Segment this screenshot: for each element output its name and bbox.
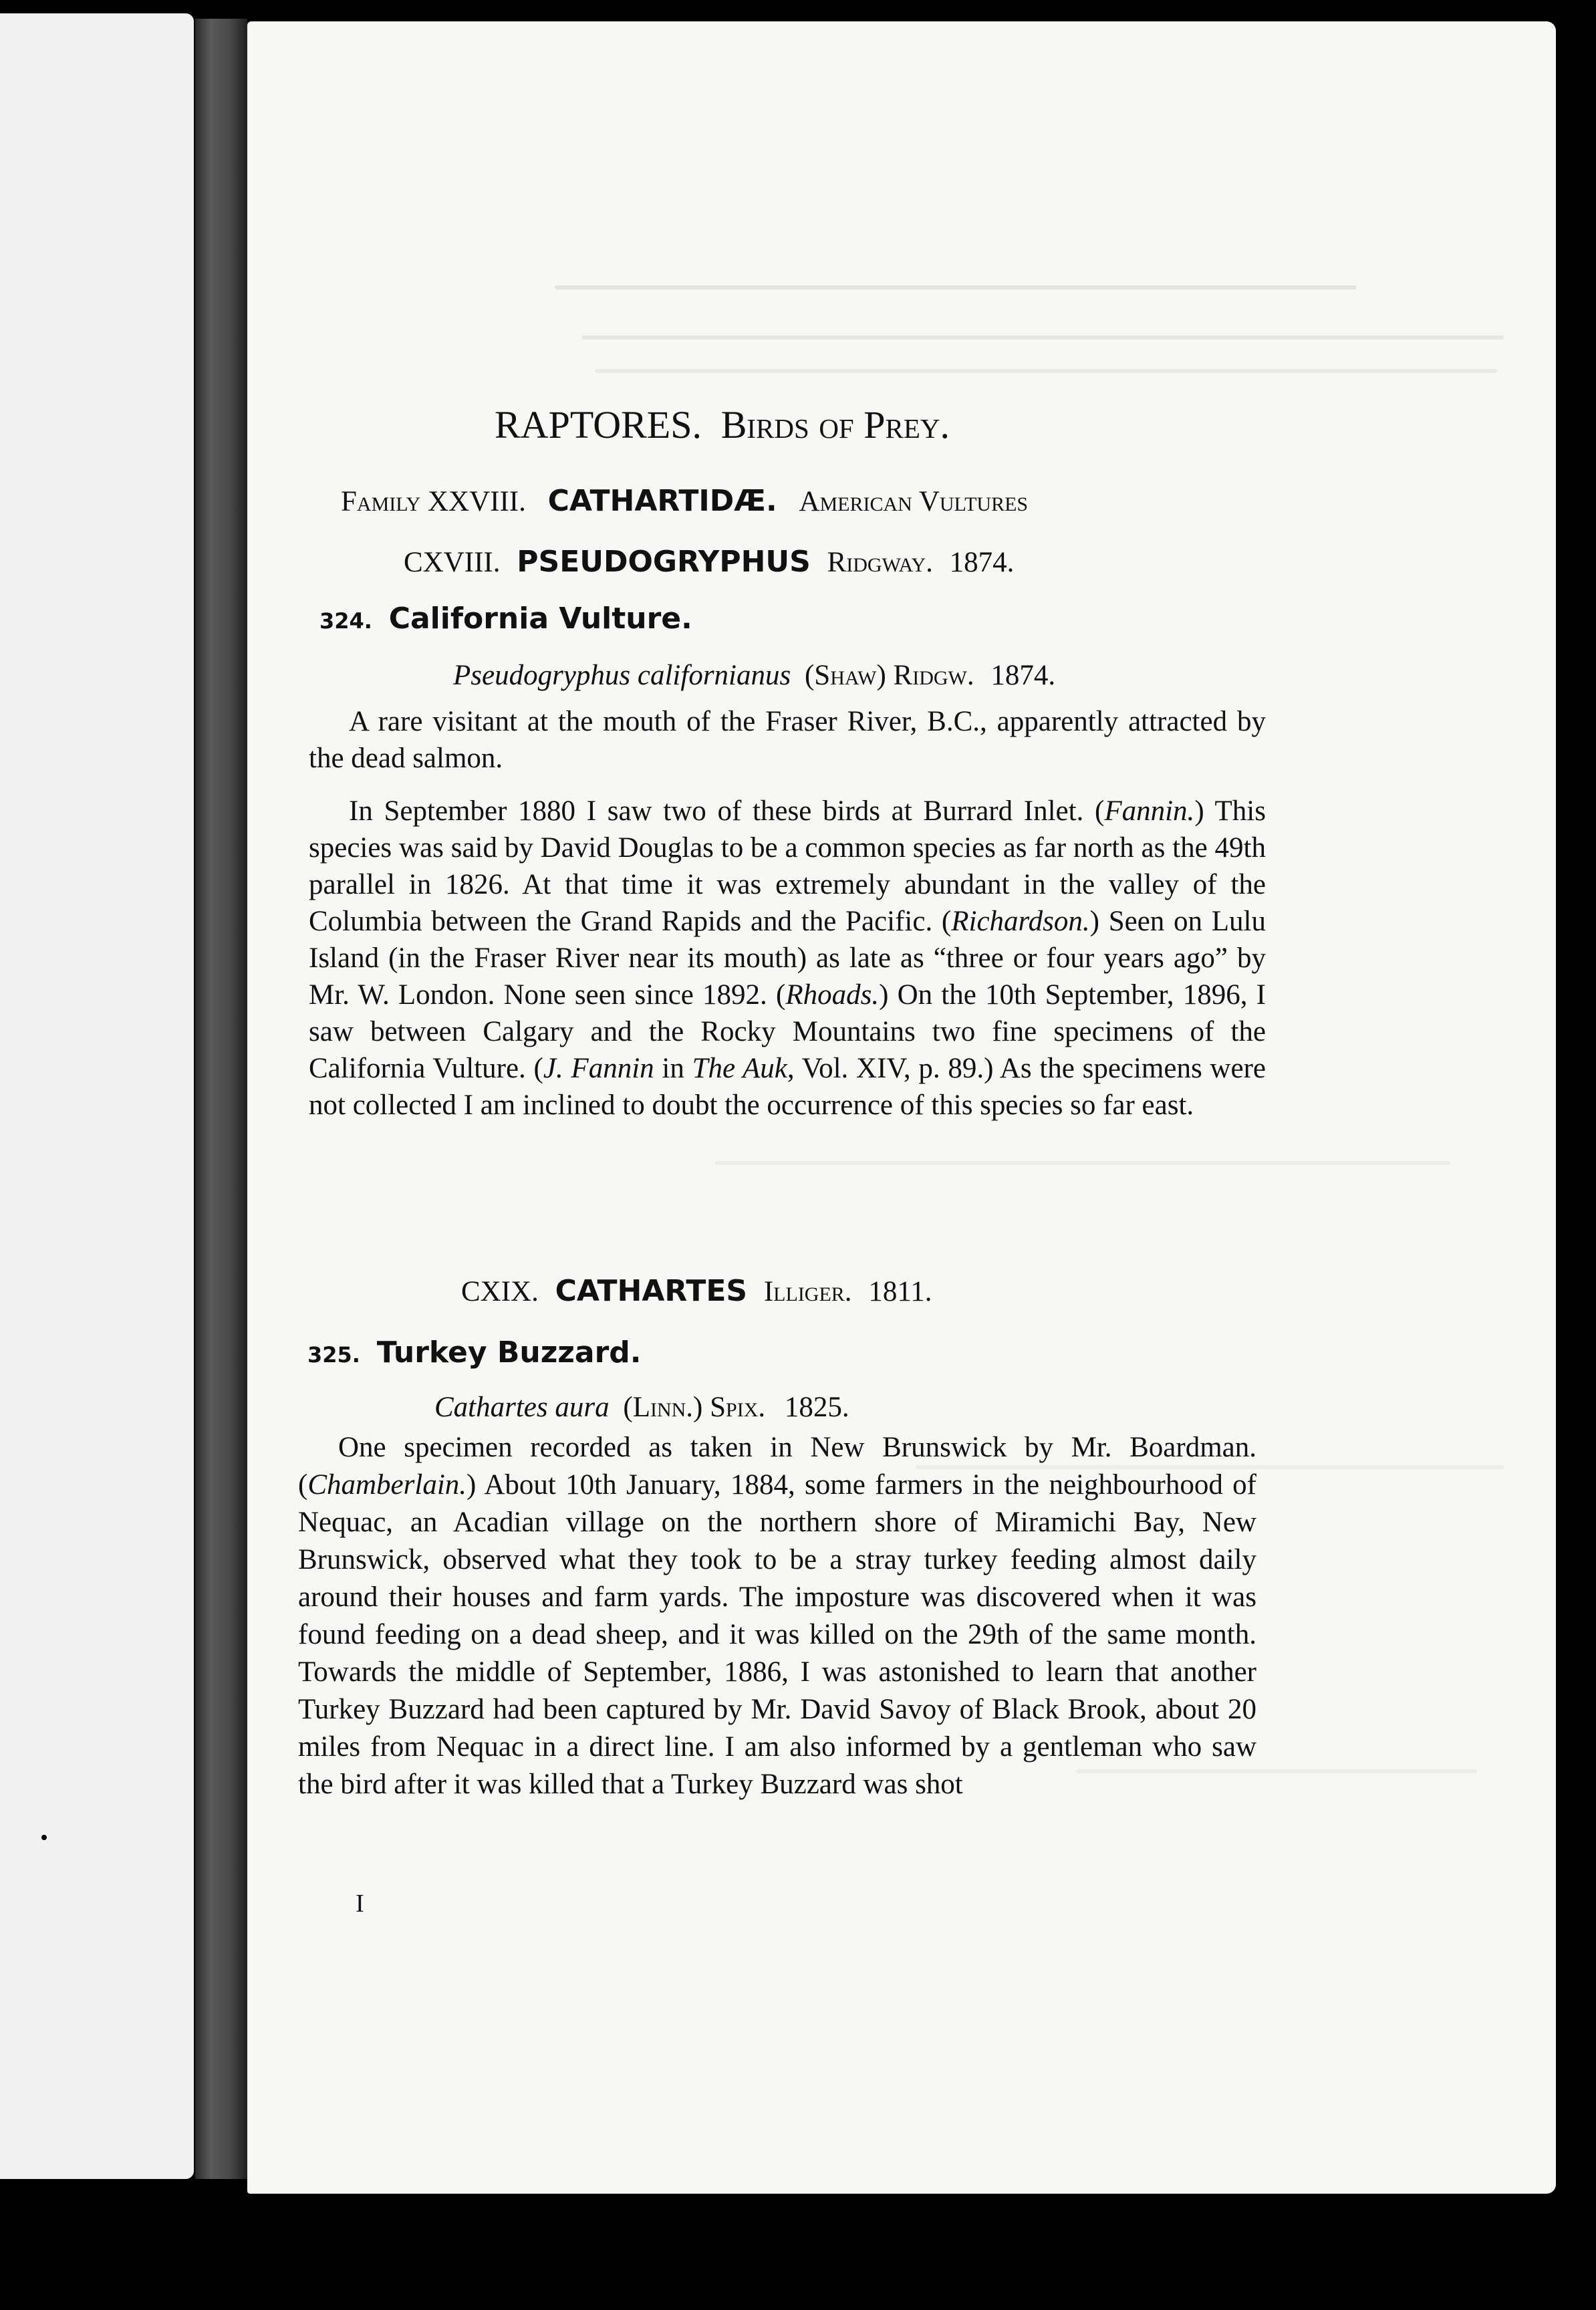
scientific-year: 1874.	[990, 660, 1056, 691]
family-heading	[341, 484, 1028, 519]
scientific-authority: (Linn.) Spix.	[623, 1392, 766, 1423]
scientific-name-line	[434, 1390, 849, 1425]
family-common-name: American Vultures	[799, 486, 1029, 517]
book-gutter	[195, 19, 247, 2179]
paragraph-text: ) This species was said by David Douglas to be a common species as far north as the 49th parallel in 1826. At that time it was extremely abundant in the valley of the Columbia between the Grand Rapids and the Pacific. (	[309, 795, 1266, 937]
citation: Rhoads.	[785, 979, 880, 1011]
order-name: RAPTORES.	[495, 403, 702, 446]
citation: J. Fannin	[543, 1053, 654, 1084]
order-heading	[495, 403, 950, 446]
signature-mark: I	[356, 1890, 364, 1918]
paragraph	[298, 1429, 1256, 1803]
scientific-name: Pseudogryphus californianus	[453, 660, 791, 691]
genus-authority: Illiger.	[763, 1276, 852, 1307]
citation: The Auk	[692, 1053, 787, 1084]
genus-authority: Ridgway.	[827, 547, 933, 578]
genus-numeral: CXIX.	[461, 1276, 539, 1307]
genus-heading	[404, 545, 1014, 580]
scientific-name-line	[453, 658, 1055, 693]
paragraph-text: ) About 10th January, 1884, some farmers in the neighbourhood of Nequac, an Acadian village on the northern shore of Miramichi Bay, New Brunswick, observed what they took to be a stray turkey feeding almost daily around their houses and farm yards. The imposture was discovered when it was found feeding on a dead sheep, and it was killed on the 29th of the same month. Towards the middle of September, 1886, I was astonished to learn that another Turkey Buzzard had been captured by Mr. David Savoy of Black Brook, about 20 miles from Nequac in a direct line. I am also informed by a gentleman who saw the bird after it was killed that a Turkey Buzzard was shot	[298, 1469, 1256, 1800]
citation: Fannin.	[1104, 795, 1195, 827]
genus-numeral: CXVIII.	[404, 547, 501, 578]
paragraph-text: , Vol. XIV, p. 89.) As the specimens were not collected I am inclined to doubt the occurrence of this species so far east.	[309, 1053, 1266, 1121]
genus-heading	[461, 1274, 932, 1309]
citation: Chamberlain.	[307, 1469, 467, 1501]
paragraph	[309, 703, 1266, 777]
species-heading	[307, 1335, 642, 1372]
paragraph-text: A rare visitant at the mouth of the Fraser River, B.C., apparently attracted by the dead salmon.	[309, 706, 1266, 774]
order-common-name: Birds of Prey.	[720, 403, 950, 446]
species-number: 325.	[307, 1342, 360, 1368]
genus-year: 1811.	[868, 1276, 932, 1307]
facing-page	[0, 13, 194, 2179]
scientific-name: Cathartes aura	[434, 1392, 610, 1423]
genus-name: PSEUDOGRYPHUS	[517, 545, 811, 579]
species-heading	[319, 602, 692, 638]
scan-speck	[1572, 1564, 1579, 1573]
paragraph-text: In September 1880 I saw two of these birds at Burrard Inlet. (	[349, 795, 1105, 827]
genus-name: CATHARTES	[555, 1274, 748, 1308]
paragraph-text: ) On the 10th September, 1896, I saw between Calgary and the Rocky Mountains two fine specimens of the California Vulture. (	[309, 979, 1266, 1084]
paragraph-text: in	[654, 1053, 692, 1084]
genus-year: 1874.	[949, 547, 1015, 578]
species-name: Turkey Buzzard.	[376, 1335, 642, 1370]
paragraph-text: ) Seen on Lulu Island (in the Fraser River near its mouth) as late as “three or four years ago” by Mr. W. London. None seen since 1892. (	[309, 906, 1266, 1011]
scan-speck	[41, 1835, 47, 1840]
species-name: California Vulture.	[388, 602, 692, 636]
family-label: Family XXVIII.	[341, 486, 526, 517]
scientific-year: 1825.	[784, 1392, 849, 1423]
species-number: 324.	[319, 608, 372, 634]
citation: Richardson.	[951, 906, 1090, 937]
paragraph	[309, 793, 1266, 1124]
scientific-authority: (Shaw) Ridgw.	[804, 660, 974, 691]
paragraph-text: One specimen recorded as taken in New Brunswick by Mr. Boardman. (	[298, 1432, 1256, 1501]
family-name: CATHARTIDÆ.	[547, 484, 777, 518]
